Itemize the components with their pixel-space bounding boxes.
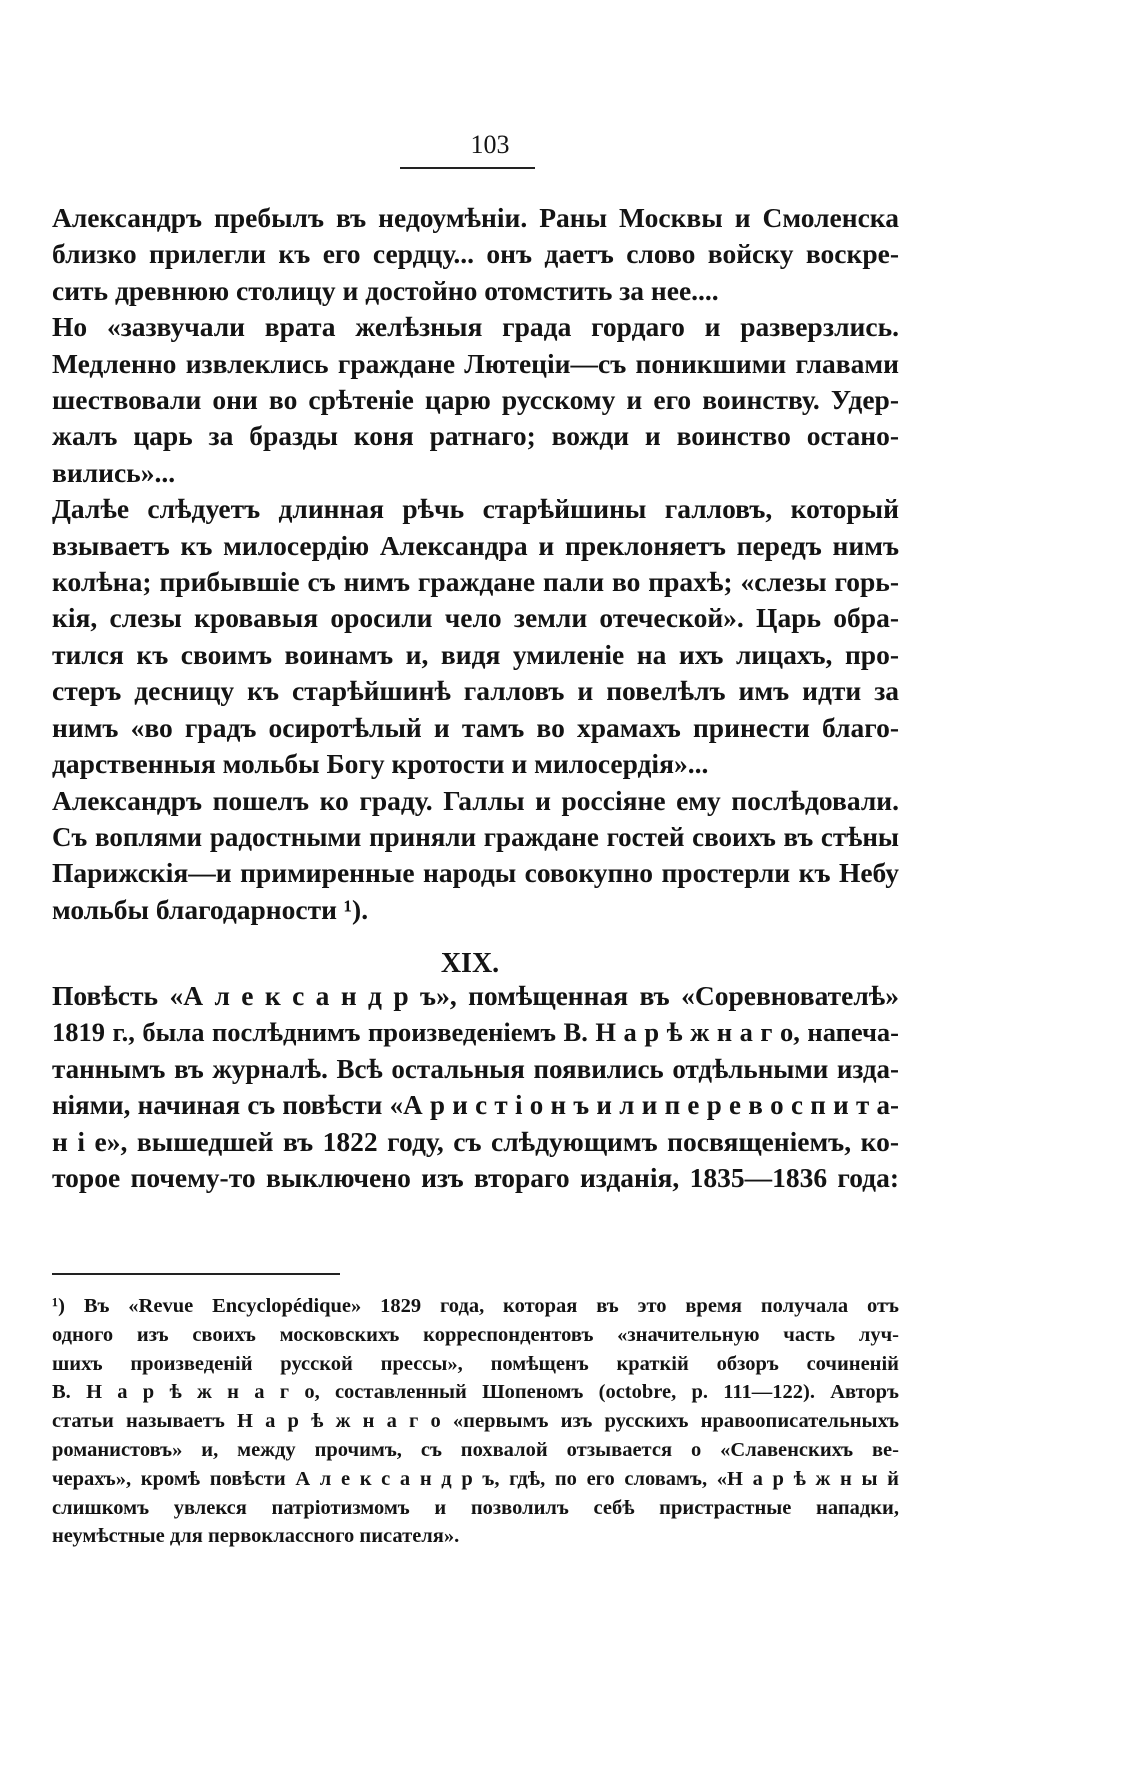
text-line: вились»... [52,456,176,488]
footnote [52,1292,899,1551]
text-line: ніями, начиная съ повѣсти «А р и с т і о н ъ и л и п е р е в о с п и т а- [52,1090,899,1121]
footnote-line: черахъ», кромѣ повѣсти А л е к с а н д р ъ, гдѣ, по его словамъ, «Н а р ѣ ж н ы й [52,1467,899,1490]
text-line: дарственныя мольбы Богу кротости и милосердія»... [52,748,709,780]
text-line: близко прилегли къ его сердцу... онъ даетъ слово войску воскре- [52,238,899,270]
text-line: взываетъ къ милосердію Александра и преклоняетъ передъ нимъ [52,529,899,561]
footnote-rule [52,1273,340,1275]
text-line: Повѣсть «А л е к с а н д р ъ», помѣщенная въ «Соревнователѣ» [52,980,899,1011]
main-text-section-1 [52,200,899,928]
header-rule [400,167,535,169]
footnote-line: шихъ произведеній русской прессы», помѣщенъ краткій обзоръ сочиненій [52,1352,899,1375]
footnote-line: романистовъ» и, между прочимъ, съ похвалой отзывается о «Славенскихъ ве- [52,1438,899,1461]
text-line: Но «зазвучали врата желѣзныя града гордаго и разверзлись. [52,311,899,343]
footnote-line: одного изъ своихъ московскихъ корреспондентовъ «значительную часть луч- [52,1323,899,1346]
text-line: стеръ десницу къ старѣйшинѣ галловъ и повелѣлъ имъ идти за [52,675,899,707]
text-line: таннымъ въ журналѣ. Всѣ остальныя появились отдѣльными изда- [52,1053,899,1084]
text-line: Далѣе слѣдуетъ длинная рѣчь старѣйшины галловъ, который [52,493,899,525]
page-number: 103 [470,130,510,159]
text-line: сить древнюю столицу и достойно отомстить за нее.... [52,274,719,306]
text-line: мольбы благодарности ¹). [52,893,369,925]
text-line: торое почему-то выключено изъ втораго изданія, 1835—1836 года: [52,1162,899,1194]
footnote-line: неумѣстные для первоклассного писателя». [52,1525,460,1548]
footnote-line: В. Н а р ѣ ж н а г о, составленный Шопеномъ (octobre, p. 111—122). Авторъ [52,1381,899,1404]
text-line: жалъ царь за бразды коня ратнаго; вожди и воинство остано- [52,420,899,452]
text-line: Медленно извлеклись граждане Лютеціи—съ поникшими главами [52,347,899,379]
text-line: н і е», вышедшей въ 1822 году, съ слѣдующимъ посвященіемъ, ко- [52,1125,899,1157]
footnote-line: статьи называетъ Н а р ѣ ж н а г о «первымъ изъ русскихъ нравоописательныхъ [52,1410,899,1433]
text-line: нимъ «во градъ осиротѣлый и тамъ во храмахъ принести благо- [52,711,899,743]
footnote-line: слишкомъ увлекся патріотизмомъ и позволилъ себѣ пристрастные нападки, [52,1496,899,1519]
main-text-section-2 [52,978,899,1196]
text-line: Александръ пошелъ ко граду. Галлы и россіяне ему послѣдовали. [52,784,899,816]
footnote-line: ¹) Въ «Revue Encyclopédique» 1829 года, которая въ это время получала отъ [52,1295,899,1317]
text-line: Парижскія—и примиренные народы совокупно простерли къ Небу [52,857,899,889]
text-line: Александръ пребылъ въ недоумѣніи. Раны Москвы и Смоленска [52,202,899,233]
text-line: шествовали они во срѣтеніе царю русскому и его воинству. Удер- [52,384,899,416]
text-line: Съ воплями радостными приняли граждане гостей своихъ въ стѣны [52,821,899,852]
text-line: колѣна; прибывшіе съ нимъ граждане пали во прахѣ; «слезы горь- [52,566,899,598]
text-line: тился къ своимъ воинамъ и, видя умиленіе на ихъ лицахъ, про- [52,638,899,670]
text-line: кія, слезы кровавыя оросили чело земли отеческой». Царь обра- [52,602,899,634]
chapter-heading: XIX. [440,948,500,979]
text-line: 1819 г., была послѣднимъ произведеніемъ В. Н а р ѣ ж н а г о, напеча- [52,1017,899,1048]
